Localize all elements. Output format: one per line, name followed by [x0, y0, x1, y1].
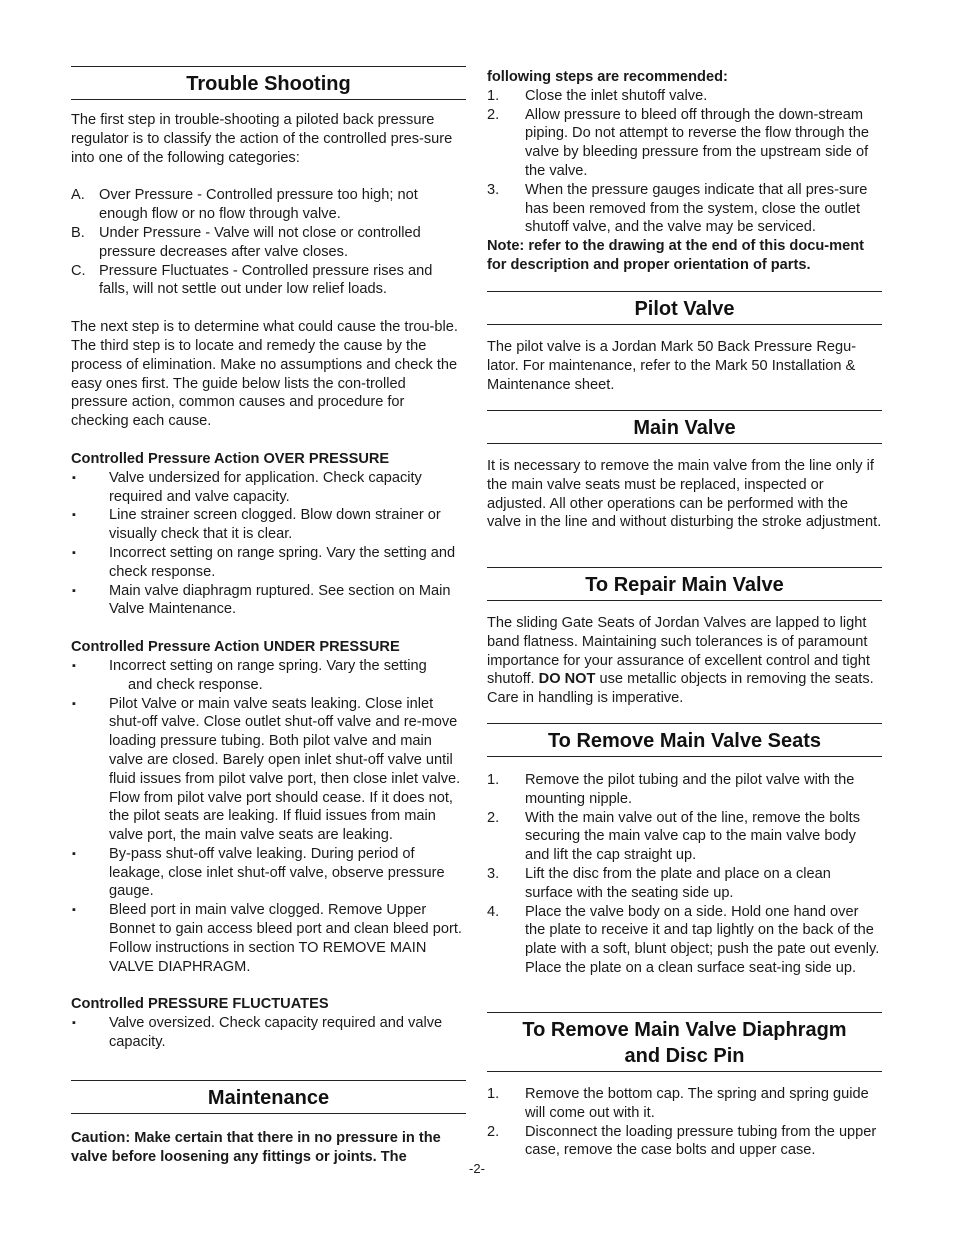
trouble-shooting-body: [71, 111, 466, 1052]
repair-main-valve-body: [487, 614, 882, 708]
fluctuates-item: [71, 1014, 466, 1052]
category-text: Over Pressure - Controlled pressure too high; not enough flow or no flow through valve.: [99, 187, 418, 223]
bullet-icon: ▪: [72, 509, 76, 522]
step-mark: 2.: [487, 106, 500, 123]
category-text: Under Pressure - Valve will not close or controlled pressure decreases after valve closes.: [99, 224, 421, 260]
over-pressure-item: [71, 582, 466, 620]
under-pressure-item: [71, 901, 466, 976]
main-valve-text: It is necessary to remove the main valve from the line only if the main valve seats must be replaced, inspected or adjusted. All other operations can be performed with the valve in the line and without disturbing the stroke adjustment.: [487, 458, 882, 531]
category-item: [71, 262, 466, 300]
step-mark: 2.: [487, 1123, 500, 1140]
step-text: Disconnect the loading pressure tubing from the upper case, remove the case bolts and upper case.: [525, 1123, 877, 1159]
category-mark: A.: [71, 187, 85, 204]
steps-block: [487, 68, 882, 275]
step-text: Close the inlet shutoff valve.: [525, 87, 708, 104]
trouble-shooting-heading: Trouble Shooting: [71, 66, 466, 100]
step-mark: 3.: [487, 865, 500, 882]
heading-line-2: and Disc Pin: [624, 1045, 745, 1067]
under-pressure-item: [71, 695, 466, 845]
step-mark: 1.: [487, 87, 500, 104]
over-pressure-item: [71, 506, 466, 544]
repair-text-a: The sliding Gate Seats of Jordan Valves are lapped to light band flatness. Maintaining such tolerances is of paramount importance for your assurance of excellent control and tight shutoff.: [487, 615, 870, 688]
bullet-icon: ▪: [72, 659, 76, 672]
bullet-icon: ▪: [72, 1017, 76, 1030]
remove-seats-body: [487, 771, 882, 978]
step-mark: 1.: [487, 1086, 500, 1102]
remove-diaphragm-heading: [487, 1012, 882, 1072]
step-mark: 3.: [487, 181, 500, 198]
step-text: Lift the disc from the plate and place on a clean surface with the seating side up.: [525, 865, 831, 901]
item-text-continued: and check response.: [128, 676, 263, 693]
steps-lead: following steps are recommended:: [487, 69, 728, 85]
item-text: Incorrect setting on range spring. Vary the setting: [109, 657, 427, 674]
step-item: [487, 87, 882, 106]
item-text: Main valve diaphragm ruptured. See section on Main Valve Maintenance.: [109, 582, 451, 618]
seats-step-item: [487, 903, 882, 978]
item-text: Bleed port in main valve clogged. Remove Upper Bonnet to gain access bleed port and clean bleed port. Follow instructions in section TO REMOVE MAIN VALVE DIAPHRAGM.: [109, 902, 462, 975]
step-text: Remove the pilot tubing and the pilot valve with the mounting nipple.: [525, 772, 855, 807]
category-item: [71, 224, 466, 262]
heading-line-1: To Remove Main Valve Diaphragm: [522, 1019, 847, 1041]
category-item: [71, 186, 466, 224]
over-pressure-item: [71, 469, 466, 507]
diaphragm-step-item: [487, 1123, 882, 1161]
category-mark: C.: [71, 262, 86, 279]
seats-step-item: [487, 865, 882, 903]
under-pressure-item: [71, 657, 466, 695]
bullet-icon: ▪: [72, 546, 76, 559]
step-text: Remove the bottom cap. The spring and spring guide will come out with it.: [525, 1086, 869, 1121]
seats-step-item: [487, 809, 882, 865]
step-item: [487, 181, 882, 237]
repair-text: [487, 614, 882, 708]
pilot-valve-text: The pilot valve is a Jordan Mark 50 Back Pressure Regu-lator. For maintenance, refer to the Mark 50 Installation & Maintenance sheet.: [487, 339, 857, 393]
step-item: [487, 106, 882, 181]
over-pressure-item: [71, 544, 466, 582]
fluctuates-heading: Controlled PRESSURE FLUCTUATES: [71, 996, 329, 1013]
bullet-icon: ▪: [72, 584, 76, 597]
intro-paragraph: The first step in trouble-shooting a piloted back pressure regulator is to classify the action of the controlled pres-sure into one of the following categories:: [71, 112, 453, 166]
pilot-valve-heading: Pilot Valve: [487, 291, 882, 325]
seats-step-item: [487, 771, 882, 809]
repair-main-valve-heading: To Repair Main Valve: [487, 567, 882, 601]
item-text: Incorrect setting on range spring. Vary the setting and check response.: [109, 544, 456, 580]
bullet-icon: ▪: [72, 847, 76, 860]
bullet-icon: ▪: [72, 471, 76, 484]
remove-diaphragm-body: [487, 1085, 882, 1160]
caution-text: Caution: Make certain that there in no pressure in the valve before loosening any fittings or joints. The: [71, 1130, 441, 1165]
main-valve-body: [487, 457, 882, 532]
under-pressure-item: [71, 845, 466, 901]
step-mark: 2.: [487, 809, 500, 826]
step-text: Allow pressure to bleed off through the down-stream piping. Do not attempt to reverse the flow through the valve by bleeding pressure from the upstream side of the valve.: [525, 106, 869, 179]
note-text: Note: refer to the drawing at the end of this docu-ment for description and proper orientation of parts.: [487, 238, 865, 273]
category-text: Pressure Fluctuates - Controlled pressure rises and falls, will not settle out under low relief loads.: [99, 262, 433, 298]
pilot-valve-body: [487, 338, 882, 394]
step-text: Place the valve body on a side. Hold one hand over the plate to receive it and tap lightly on the back of the plate with a soft, blunt object; push the pate out evenly. Place the plate on a clean surface seat-ing side up.: [525, 903, 880, 976]
item-text: Valve oversized. Check capacity required and valve capacity.: [109, 1015, 443, 1051]
page-number: -2-: [469, 1161, 485, 1176]
bullet-icon: ▪: [72, 904, 76, 917]
next-step-paragraph: The next step is to determine what could cause the trou-ble. The third step is to locate and remedy the cause by the process of elimination. Make no assumptions and check the easy ones first. The guide below lists the con-trolled pressure action, common causes and procedure for checking each cause.: [71, 319, 458, 430]
repair-text-b: use metallic objects in removing the seats. Care in handling is imperative.: [487, 671, 874, 707]
step-mark: 1.: [487, 772, 500, 788]
repair-text-emphasis: DO NOT: [538, 671, 596, 688]
under-pressure-heading: Controlled Pressure Action UNDER PRESSURE: [71, 639, 400, 656]
step-mark: 4.: [487, 903, 500, 920]
step-text: With the main valve out of the line, remove the bolts securing the main valve cap to the main valve body and lift the cap straight up.: [525, 809, 861, 864]
item-text: Line strainer screen clogged. Blow down strainer or visually check that it is clear.: [109, 507, 441, 543]
main-valve-heading: Main Valve: [487, 410, 882, 444]
diaphragm-step-item: [487, 1085, 882, 1123]
bullet-icon: ▪: [72, 697, 76, 710]
maintenance-body: [71, 1129, 466, 1167]
step-text: When the pressure gauges indicate that all pres-sure has been removed from the system, close the outlet shutoff valve, and the valve may be serviced.: [525, 181, 868, 236]
over-pressure-heading: Controlled Pressure Action OVER PRESSURE: [71, 450, 390, 467]
remove-seats-heading: To Remove Main Valve Seats: [487, 723, 882, 757]
item-text: Valve undersized for application. Check capacity required and valve capacity.: [109, 469, 422, 505]
item-text: By-pass shut-off valve leaking. During period of leakage, close inlet shut-off valve, observe pressure gauge.: [109, 845, 445, 900]
maintenance-heading: Maintenance: [71, 1080, 466, 1114]
category-mark: B.: [71, 224, 85, 241]
item-text: Pilot Valve or main valve seats leaking. Close inlet shut-off valve. Close outlet shut-off valve and re-move loading pressure tubing. Both pilot valve and main valve are closed. Barely open inlet shut-off valve until fluid issues from pilot valve port, then close inlet valve. Flow from pilot valve port should cease. If it does not, the pilot seats are leaking. If fluid issues from main valve port, the main valve seats are leaking.: [109, 695, 461, 844]
